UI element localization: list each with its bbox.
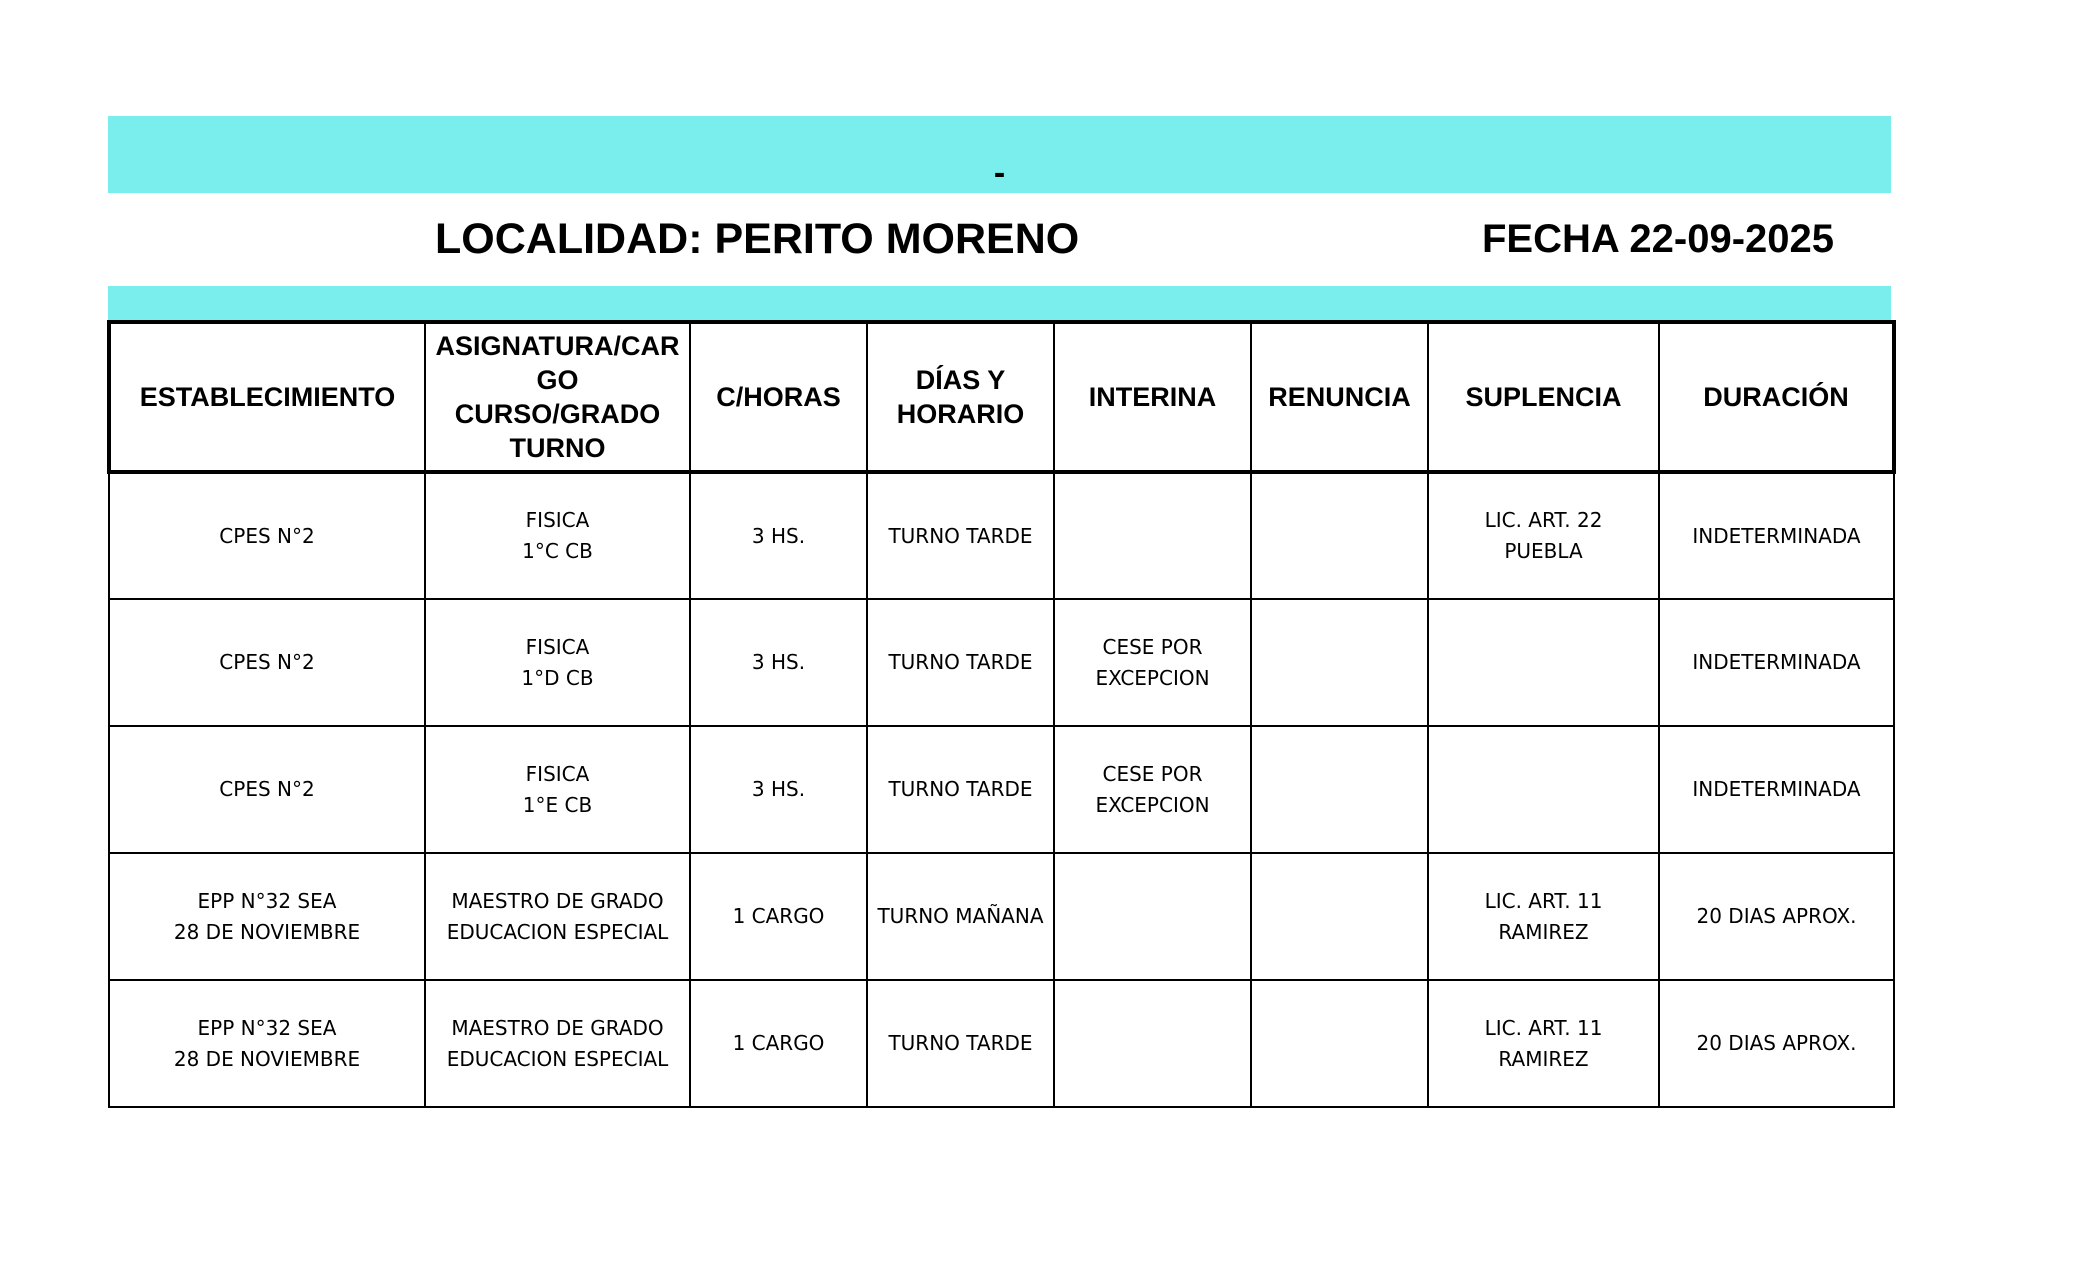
localidad-title: LOCALIDAD: PERITO MORENO <box>435 215 1080 263</box>
column-header-asignatura: ASIGNATURA/CAR GO CURSO/GRADO TURNO <box>425 322 690 472</box>
header-band-top <box>108 116 1891 193</box>
cell-establecimiento: EPP N°32 SEA 28 DE NOVIEMBRE <box>109 853 425 980</box>
cell-suplencia: LIC. ART. 11 RAMIREZ <box>1428 853 1659 980</box>
header-dash: - <box>993 154 1006 192</box>
cell-suplencia: LIC. ART. 11 RAMIREZ <box>1428 980 1659 1107</box>
column-header-establecimiento: ESTABLECIMIENTO <box>109 322 425 472</box>
table-header <box>109 322 1894 472</box>
cell-renuncia <box>1251 980 1428 1107</box>
cell-asignatura: MAESTRO DE GRADO EDUCACION ESPECIAL <box>425 853 690 980</box>
fecha-title: FECHA 22-09-2025 <box>1482 217 1835 261</box>
cell-renuncia <box>1251 726 1428 853</box>
column-header-duracion: DURACIÓN <box>1659 322 1894 472</box>
cell-establecimiento: CPES N°2 <box>109 726 425 853</box>
cell-renuncia <box>1251 472 1428 599</box>
cell-duracion: INDETERMINADA <box>1659 599 1894 726</box>
cell-c-horas: 1 CARGO <box>690 853 867 980</box>
cell-c-horas: 3 HS. <box>690 599 867 726</box>
cell-dias-horario: TURNO TARDE <box>867 726 1054 853</box>
table-row <box>109 599 1894 726</box>
table-row <box>109 980 1894 1107</box>
cell-duracion: INDETERMINADA <box>1659 472 1894 599</box>
header-row <box>109 322 1894 472</box>
cell-asignatura: MAESTRO DE GRADO EDUCACION ESPECIAL <box>425 980 690 1107</box>
cell-suplencia <box>1428 726 1659 853</box>
cell-interina <box>1054 472 1251 599</box>
table-row <box>109 472 1894 599</box>
cell-interina: CESE POR EXCEPCION <box>1054 599 1251 726</box>
cell-duracion: 20 DIAS APROX. <box>1659 853 1894 980</box>
header-band-bottom <box>108 286 1891 320</box>
cell-c-horas: 3 HS. <box>690 726 867 853</box>
column-header-interina: INTERINA <box>1054 322 1251 472</box>
cell-interina: CESE POR EXCEPCION <box>1054 726 1251 853</box>
cell-establecimiento: CPES N°2 <box>109 599 425 726</box>
cell-c-horas: 1 CARGO <box>690 980 867 1107</box>
vacancies-table <box>107 320 1896 1108</box>
table-body <box>109 472 1894 1107</box>
cell-establecimiento: CPES N°2 <box>109 472 425 599</box>
cell-asignatura: FISICA 1°D CB <box>425 599 690 726</box>
cell-suplencia <box>1428 599 1659 726</box>
cell-establecimiento: EPP N°32 SEA 28 DE NOVIEMBRE <box>109 980 425 1107</box>
cell-interina <box>1054 980 1251 1107</box>
cell-renuncia <box>1251 853 1428 980</box>
column-header-c-horas: C/HORAS <box>690 322 867 472</box>
cell-suplencia: LIC. ART. 22 PUEBLA <box>1428 472 1659 599</box>
cell-asignatura: FISICA 1°C CB <box>425 472 690 599</box>
cell-interina <box>1054 853 1251 980</box>
column-header-suplencia: SUPLENCIA <box>1428 322 1659 472</box>
cell-dias-horario: TURNO TARDE <box>867 599 1054 726</box>
cell-dias-horario: TURNO TARDE <box>867 472 1054 599</box>
cell-dias-horario: TURNO MAÑANA <box>867 853 1054 980</box>
cell-c-horas: 3 HS. <box>690 472 867 599</box>
column-header-renuncia: RENUNCIA <box>1251 322 1428 472</box>
cell-duracion: 20 DIAS APROX. <box>1659 980 1894 1107</box>
table-row <box>109 853 1894 980</box>
cell-duracion: INDETERMINADA <box>1659 726 1894 853</box>
title-row <box>108 193 1891 286</box>
cell-renuncia <box>1251 599 1428 726</box>
cell-dias-horario: TURNO TARDE <box>867 980 1054 1107</box>
cell-asignatura: FISICA 1°E CB <box>425 726 690 853</box>
table-row <box>109 726 1894 853</box>
column-header-dias-horario: DÍAS Y HORARIO <box>867 322 1054 472</box>
